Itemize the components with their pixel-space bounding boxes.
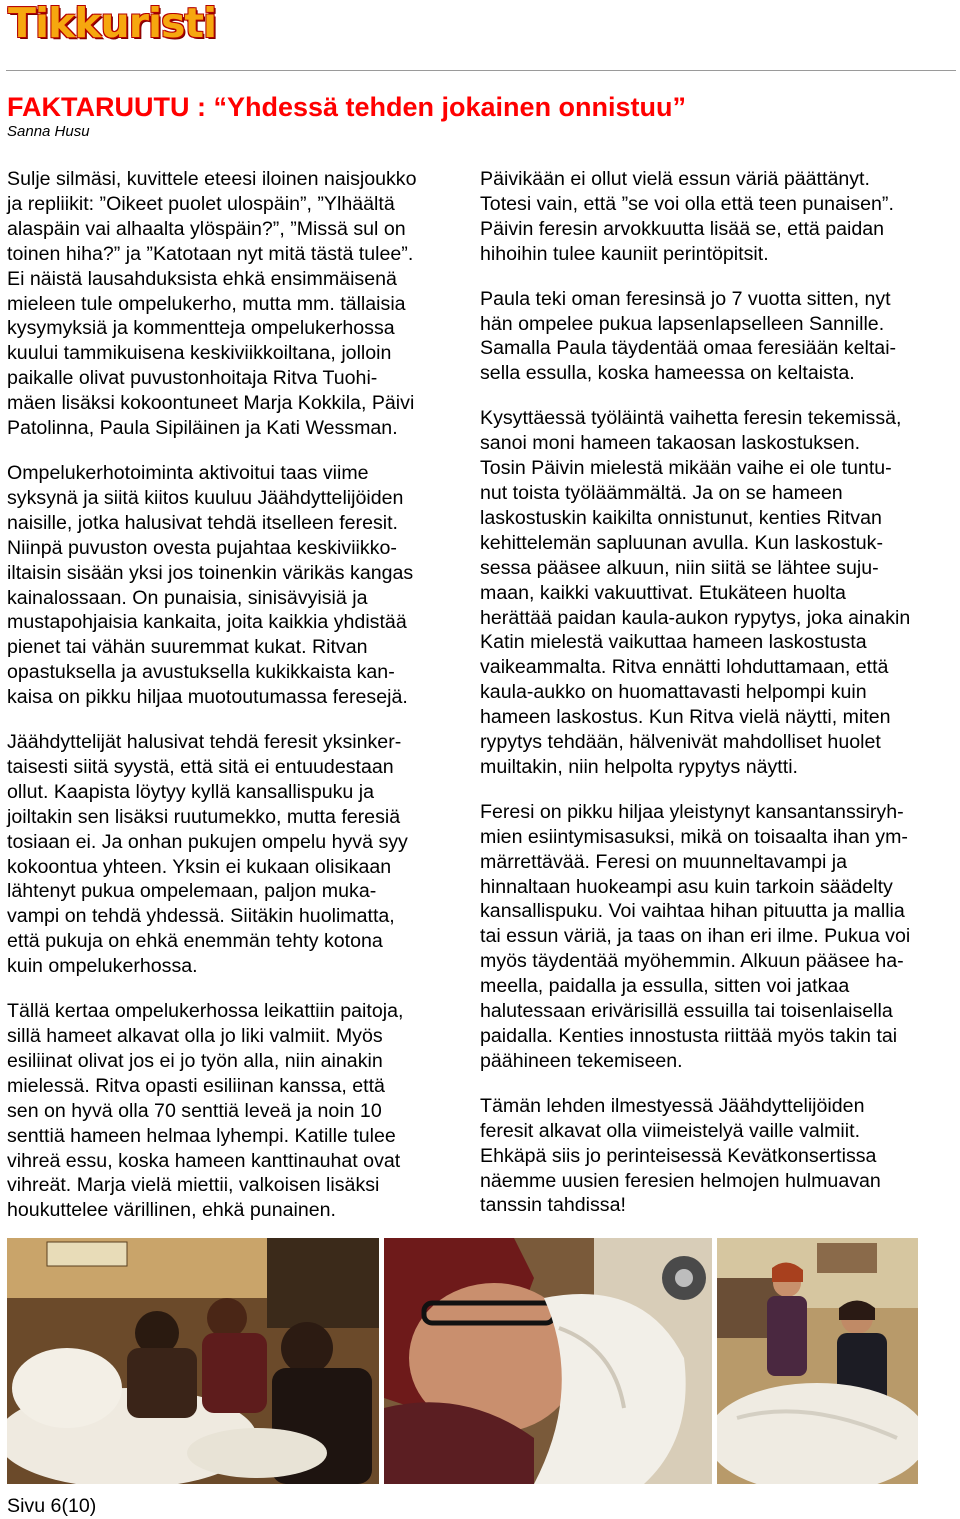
article-paragraph (480, 167, 956, 267)
text-line: toinen hiha?” ja ”Katotaan nyt mitä tästä tulee”. (7, 242, 414, 265)
text-line: märrettävää. Feresi on muunneltavampi ja (480, 850, 848, 873)
article-title: FAKTARUUTU : “Yhdessä tehden jokainen onnistuu” (7, 92, 687, 122)
text-line: Päivin feresin arvokkuutta lisää se, että paidan (480, 217, 885, 240)
text-line: että pukuja on ehkä enemmän tehty kotona (7, 930, 383, 953)
text-line: Sulje silmäsi, kuvittele eteesi iloinen naisjoukko (7, 168, 417, 190)
text-line: näemme uusien feresien helmojen hulmuavan (480, 1169, 881, 1192)
article-paragraph (480, 800, 956, 1074)
text-line: sen on hyvä olla 70 senttiä leveä ja noin 10 (7, 1099, 382, 1122)
text-line: taisesti siitä syystä, että sitä ei entuudestaan (7, 755, 394, 778)
page-number: Sivu 6(10) (7, 1495, 97, 1517)
text-line: Tämän lehden ilmestyessä Jäähdyttelijöiden (480, 1094, 865, 1117)
text-line: kehittelemän sapluunan avulla. Kun laskostuk- (480, 531, 884, 554)
photo-closeup-sewing (384, 1238, 712, 1484)
text-line: kokoontua yhteen. Yksin ei kukaan olisikaan (7, 855, 392, 878)
text-line: Niinpä puvuston ovesta pujahtaa keskiviikko- (7, 536, 397, 559)
text-line: maan, kaikki vakuuttivat. Etukäteen huolta (480, 581, 846, 604)
text-line: sillä hameet alkavat olla jo liki valmiit. Myös (7, 1025, 383, 1047)
text-line: hihoihin tulee kauniit perintöpitsit. (480, 242, 769, 265)
text-line: Päivikään ei ollut vielä essun väriä päättänyt. (480, 168, 870, 190)
text-line: vihreä essu, koska hameen kanttinauhat ovat (7, 1149, 401, 1172)
text-line: Feresi on pikku hiljaa yleistynyt kansantanssiryh- (480, 800, 904, 823)
text-line: joiltakin sen lisäksi ruutumekko, mutta feresiä (7, 805, 401, 828)
text-line: iltaisin sisään yksi jos toinenkin värikäs kangas (7, 561, 414, 584)
text-line: kuin ompelukerhossa. (7, 955, 198, 978)
text-line: tanssin tahdissa! (480, 1194, 626, 1217)
text-line: alaspäin vai alhaalta ylöspäin?”, ”Missä sul on (7, 217, 406, 240)
text-line: vaikeammalta. Ritva ennätti lohduttamaan, että (480, 656, 889, 679)
text-line: Kysyttäessä työläintä vaihetta feresin tekemissä, (480, 407, 902, 430)
text-line: Ei näistä lausahduksista ehkä ensimmäisenä (7, 267, 397, 290)
text-line: sessa pääsee alkuun, niin siitä se lähtee suju- (480, 556, 879, 579)
article-right-column (480, 167, 956, 1238)
text-line: mielessä. Ritva opasti esiliinan kanssa, että (7, 1074, 385, 1097)
article-author: Sanna Husu (7, 123, 90, 140)
text-line: lähtenyt pukua ompelemaan, paljon muka- (7, 880, 377, 903)
text-line: mien esiintymisasuksi, mikä on toisaalta ihan ym- (480, 825, 908, 848)
text-line: kuului tammikuisena keskiviikkoiltana, jolloin (7, 342, 392, 365)
text-line: Ehkäpä siis jo perinteisessä Kevätkonsertissa (480, 1144, 877, 1167)
text-line: senttiä hameen helmaa lyhempi. Katille tulee (7, 1124, 396, 1147)
text-line: Samalla Paula täydentää omaa feresiään keltai- (480, 337, 897, 360)
text-line: paidalla. Kenties innostusta riittää myös takin tai (480, 1025, 898, 1047)
text-line: Ompelukerhotoiminta aktivoitui taas viime (7, 461, 369, 484)
text-line: sella essulla, koska hameessa on keltaista. (480, 362, 855, 385)
text-line: hinnaltaan huokeampi asu kuin tarkoin säädelty (480, 875, 893, 898)
article-paragraph (7, 167, 469, 441)
article-paragraph (480, 1094, 956, 1219)
text-line: rypytys tehdään, hälvenivät mahdolliset huolet (480, 731, 881, 754)
text-line: syksynä ja siitä kiitos kuuluu Jäähdyttelijöiden (7, 486, 404, 509)
text-line: hameen laskostus. Kun Ritva vielä näytti, miten (480, 706, 891, 729)
text-line: pienet tai vähän suuremmat kukat. Ritvan (7, 636, 368, 659)
text-line: hän ompelee pukua lapsenlapselleen Sannille. (480, 312, 885, 335)
text-line: kaula-aukko on huomattavasti helpompi kuin (480, 681, 867, 704)
article-paragraph (7, 730, 469, 979)
text-line: herättää paidan kaula-aukon rypytys, joka ainakin (480, 606, 911, 629)
text-line: Katin mielestä vaikuttaa hameen laskostusta (480, 631, 867, 654)
text-line: sanoi moni hameen takaosan laskostuksen. (480, 432, 861, 455)
text-line: vampi on tehdä yhdessä. Siitäkin huolimatta, (7, 905, 395, 928)
tikkuristi-logo: Tikkuristi (8, 0, 217, 47)
text-line: ollut. Kaapista löytyy kyllä kansallispuku ja (7, 780, 375, 803)
text-line: Tällä kertaa ompelukerhossa leikattiin paitoja, (7, 1000, 404, 1023)
text-line: tai essun väriä, ja taas on ihan eri ilme. Pukua voi (480, 925, 911, 948)
article-paragraph (7, 999, 469, 1223)
text-line: feresit alkavat olla viimeistelyä vaille valmiit. (480, 1119, 861, 1142)
text-line: myös täydentää myöhemmin. Alkuun pääsee ha- (480, 950, 904, 973)
text-line: ja repliikit: ”Oikeet puolet ulospäin”, ”Ylhäältä (7, 192, 395, 215)
text-line: meella, paidalla ja essulla, sitten voi jatkaa (480, 975, 850, 998)
text-line: Patolinna, Paula Sipiläinen ja Kati Wessman. (7, 417, 398, 440)
text-line: Tosin Päivin mielestä mikään vaihe ei ole tuntu- (480, 457, 892, 480)
text-line: Jäähdyttelijät halusivat tehdä feresit yksinker- (7, 731, 402, 754)
text-line: nut toista työläämmältä. Ja on se hameen (480, 481, 843, 504)
text-line: kysymyksiä ja kommentteja ompelukerhossa (7, 317, 395, 340)
text-line: mustapohjaisia kankaita, joita kaikkia yhdistää (7, 611, 407, 634)
text-line: kansallispuku. Voi vaihtaa hihan pituutta ja mallia (480, 900, 905, 923)
text-line: Totesi vain, että ”se voi olla että teen punaisen”. (480, 192, 894, 215)
text-line: kainalossaan. On punaisia, sinisävyisiä ja (7, 586, 368, 609)
article-paragraph (480, 406, 956, 780)
photo-cutting-fabric (717, 1238, 918, 1484)
text-line: kaisa on pikku hiljaa muotoutumassa feresejä. (7, 686, 408, 709)
text-line: Paula teki oman feresinsä jo 7 vuotta sitten, nyt (480, 287, 891, 310)
text-line: laskostuskin kaikilta onnistunut, kenties Ritvan (480, 506, 882, 529)
article-paragraph (480, 287, 956, 387)
text-line: opastuksella ja avustuksella kukikkaista kan- (7, 661, 395, 684)
article-left-column (7, 167, 469, 1243)
text-line: tosiaan ei. Ja onhan pukujen ompelu hyvä syy (7, 830, 408, 853)
text-line: houkuttelee värillinen, ehkä punainen. (7, 1199, 336, 1222)
header-divider (6, 70, 956, 71)
text-line: paikalle olivat puvustonhoitaja Ritva Tuohi- (7, 367, 378, 390)
text-line: halutessaan erivärisillä essuilla tai toisenlaisella (480, 1000, 893, 1023)
text-line: päähineen tekemiseen. (480, 1049, 683, 1072)
article-paragraph (7, 461, 469, 710)
text-line: vihreät. Marja vielä miettii, valkoisen lisäksi (7, 1174, 380, 1197)
text-line: mäen lisäksi kokoontuneet Marja Kokkila, Päivi (7, 392, 415, 415)
text-line: esiliinat olivat jos ei jo työn alla, niin ainakin (7, 1049, 383, 1072)
text-line: muiltakin, niin helpolta rypytys näytti. (480, 755, 798, 778)
text-line: naisille, jotka halusivat tehdä itselleen feresit. (7, 511, 399, 534)
text-line: mieleen tule ompelukerho, mutta mm. tällaisia (7, 292, 406, 315)
photo-sewing-group (7, 1238, 379, 1484)
